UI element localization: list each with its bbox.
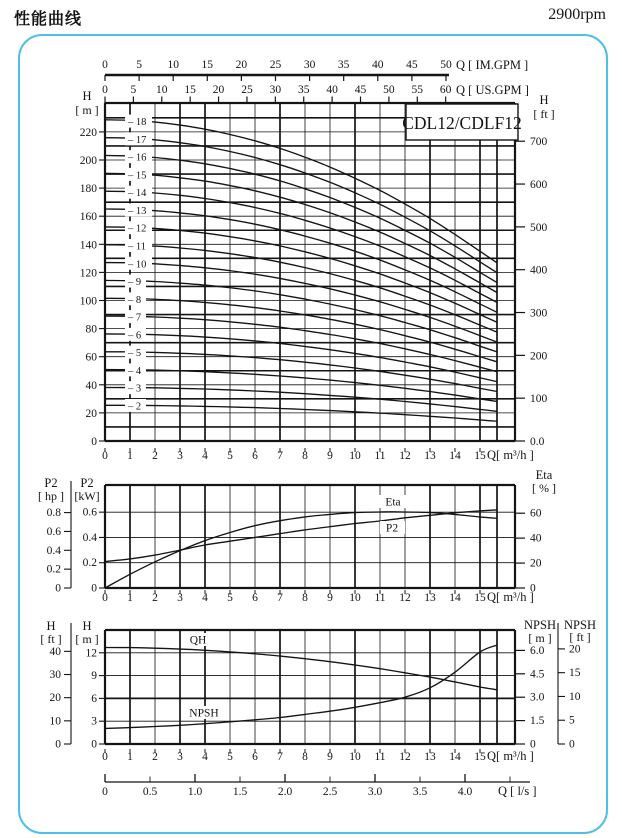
imgpm-tick-label: 30 — [303, 59, 316, 71]
axis-name: H — [82, 89, 92, 103]
h-ft-tick-label: 100 — [530, 393, 548, 406]
p2-hp-axis-header — [38, 476, 64, 503]
x-axis-unit-label: Q[ m³/h ] — [487, 590, 534, 604]
p2-kw-tick-label: 0 — [91, 582, 97, 595]
head-curve-5-stages — [105, 352, 497, 392]
curve-labels — [379, 495, 408, 535]
p2-kw-axis — [83, 507, 105, 595]
h-m-axis-header — [75, 89, 98, 117]
npsh-m-tick-label: 3.0 — [530, 691, 545, 704]
main-chart — [75, 0, 554, 462]
eta-curve-label: Eta — [385, 496, 401, 509]
usgpm-tick-label: 55 — [411, 84, 424, 96]
axis-unit: [ ft ] — [40, 632, 62, 646]
imgpm-tick-label: 15 — [201, 59, 214, 71]
imgpm-tick-label: 50 — [440, 59, 452, 71]
x-tick-label: 9 — [327, 592, 333, 604]
h-m-tick-label: 0 — [91, 738, 97, 751]
h-ft-tick-label: 30 — [49, 669, 61, 682]
h-ft-tick-label: 0.0 — [530, 436, 545, 448]
x-tick-label: 2 — [152, 450, 158, 462]
chart-frame — [105, 485, 515, 588]
x-tick-label: 12 — [399, 592, 411, 604]
axis-name: NPSH — [564, 618, 596, 632]
usgpm-tick-label: 60 — [439, 84, 452, 96]
h-ft-tick-label: 700 — [530, 136, 548, 149]
stage-label-8: – 8 — [128, 294, 142, 306]
p2-hp-tick-label: 0.6 — [46, 525, 61, 538]
ls-tick-label: 2.0 — [277, 786, 293, 798]
npsh-m-tick-label: 6.0 — [530, 644, 545, 657]
x-axis-unit-label: Q[ m³/h ] — [487, 448, 534, 462]
x-tick-label: 14 — [449, 592, 461, 604]
rpm-label: 2900rpm — [548, 6, 606, 23]
h-m-tick-label: 180 — [79, 183, 97, 196]
usgpm-tick-label: 10 — [156, 84, 168, 96]
x-tick-label: 9 — [327, 751, 333, 763]
x-tick-label: 3 — [177, 450, 183, 462]
h-m-tick-label: 20 — [85, 407, 97, 420]
eta-axis — [515, 508, 542, 595]
h-ft-tick-label: 600 — [530, 179, 548, 192]
power-efficiency-curves — [105, 510, 497, 588]
x-tick-label: 9 — [327, 450, 333, 462]
imgpm-tick-label: 20 — [235, 59, 248, 71]
x-tick-label: 13 — [424, 450, 436, 462]
h-m-tick-label: 12 — [85, 647, 97, 660]
x-tick-label: 15 — [474, 450, 486, 462]
usgpm-tick-label: 35 — [297, 84, 310, 96]
axis-unit: [ m ] — [75, 103, 99, 117]
h-ft-tick-label: 200 — [530, 350, 548, 363]
x-tick-label: 10 — [349, 592, 361, 604]
usgpm-tick-label: 15 — [184, 84, 196, 96]
ls-axis-unit-label: Q [ l/s ] — [498, 784, 537, 798]
npsh-ft-tick-label: 10 — [569, 690, 581, 703]
p2-hp-tick-label: 0.8 — [46, 507, 61, 520]
x-tick-label: 1 — [127, 450, 133, 462]
x-tick-label: 2 — [152, 751, 158, 763]
x-tick-label: 4 — [202, 751, 208, 763]
x-tick-label: 10 — [349, 751, 361, 763]
axis-name: P2 — [44, 476, 58, 490]
x-tick-label: 15 — [474, 751, 486, 763]
horizontal-gridlines — [105, 653, 515, 721]
p2-kw-tick-label: 0.4 — [82, 531, 97, 544]
eta-tick-label: 60 — [530, 507, 542, 520]
qh-curve-label: QH — [189, 634, 207, 647]
h-m-tick-label: 80 — [85, 323, 97, 336]
h-m-tick-label: 160 — [79, 211, 97, 224]
x-tick-label: 0 — [102, 751, 108, 763]
h-m-tick-label: 120 — [79, 267, 97, 280]
stage-label-12: – 12 — [128, 223, 147, 235]
npsh-ft-tick-label: 5 — [569, 714, 575, 727]
ls-tick-label: 1.0 — [187, 786, 203, 798]
p2-kw-tick-label: 0.6 — [82, 506, 97, 519]
h-m-tick-label: 200 — [79, 155, 97, 167]
x-tick-label: 12 — [399, 751, 411, 763]
imgpm-unit-label: Q [ IM.GPM ] — [456, 58, 529, 72]
x-tick-label: 1 — [127, 751, 133, 763]
imgpm-tick-label: 10 — [167, 59, 179, 71]
axis-name: P2 — [80, 476, 94, 490]
axis-name: H — [82, 619, 92, 633]
x-tick-label: 0 — [102, 592, 108, 604]
axis-unit: [ hp ] — [38, 489, 64, 503]
h-m-tick-label: 220 — [79, 126, 97, 139]
h-ft-tick-label: 40 — [49, 645, 61, 658]
qh-npsh-curves — [105, 645, 497, 728]
x-tick-label: 6 — [252, 751, 258, 763]
usgpm-axis — [102, 83, 529, 103]
x-tick-label: 5 — [227, 450, 233, 462]
npsh-ft-axis-header — [564, 618, 596, 644]
h-m-tick-label: 3 — [91, 715, 97, 728]
vertical-gridlines — [130, 485, 497, 588]
h-ft-tick-label: 300 — [530, 307, 548, 320]
h-m-tick-label: 100 — [79, 295, 97, 308]
x-tick-label: 1 — [127, 592, 133, 604]
stage-label-15: – 15 — [128, 170, 147, 182]
h-m-tick-label: 6 — [91, 692, 97, 705]
h-ft-tick-label: 10 — [49, 715, 61, 728]
eta-tick-label: 40 — [530, 532, 542, 545]
stage-label-7: – 7 — [128, 312, 142, 324]
stage-label-2: – 2 — [128, 401, 142, 413]
stage-label-5: – 5 — [128, 348, 142, 360]
usgpm-tick-label: 25 — [241, 84, 253, 96]
h-m-axis — [86, 647, 106, 750]
axis-unit: [kW] — [74, 489, 100, 503]
head-curve-13-stages — [105, 209, 497, 312]
imgpm-tick-label: 0 — [102, 59, 108, 71]
eta-tick-label: 20 — [530, 557, 542, 570]
ls-tick-label: 1.5 — [232, 786, 248, 798]
usgpm-tick-label: 20 — [212, 84, 225, 96]
x-tick-label: 8 — [302, 751, 308, 763]
axis-name: Eta — [535, 468, 553, 482]
npsh-m-tick-label: 1.5 — [530, 715, 545, 728]
ls-tick-label: 0.5 — [142, 786, 158, 798]
p2-hp-tick-label: 0 — [55, 582, 61, 595]
usgpm-tick-label: 40 — [326, 84, 338, 96]
imgpm-tick-label: 25 — [269, 59, 282, 71]
p2-kw-axis-header — [74, 476, 99, 503]
x-tick-label: 5 — [227, 751, 233, 763]
ls-tick-label: 0 — [102, 786, 108, 798]
h-ft-axis-header — [40, 619, 61, 646]
axis-unit: [ m ] — [528, 631, 552, 645]
ls-axis — [102, 774, 536, 798]
axis-name: H — [46, 619, 56, 633]
h-ft-tick-label: 400 — [530, 264, 548, 277]
imgpm-tick-label: 35 — [337, 59, 350, 71]
x-tick-label: 13 — [424, 751, 436, 763]
p2-kw-tick-label: 0.2 — [82, 557, 97, 570]
x-tick-label: 14 — [449, 450, 461, 462]
npsh-m-axis-header — [524, 618, 556, 645]
x-tick-label: 7 — [277, 592, 283, 604]
ls-tick-label: 4.0 — [457, 786, 473, 798]
x-tick-label: 11 — [374, 592, 386, 604]
x-tick-label: 4 — [202, 450, 208, 462]
npsh-m-tick-label: 0 — [530, 738, 536, 751]
x-tick-label: 5 — [227, 592, 233, 604]
head-curve-9-stages — [105, 280, 497, 352]
h-m-tick-label: 9 — [91, 670, 97, 683]
axis-unit: [ m ] — [75, 632, 99, 646]
head-curves — [105, 120, 497, 421]
stage-label-11: – 11 — [128, 241, 146, 253]
x-tick-label: 14 — [449, 751, 461, 763]
x-tick-label: 3 — [177, 592, 183, 604]
x-tick-label: 7 — [277, 751, 283, 763]
usgpm-tick-label: 5 — [130, 84, 137, 96]
h-m-tick-label: 140 — [79, 239, 97, 252]
curve-labels — [183, 633, 225, 720]
ls-tick-label: 3.0 — [367, 786, 383, 798]
x-tick-label: 15 — [474, 592, 486, 604]
stage-label-13: – 13 — [128, 205, 147, 217]
p2-hp-tick-label: 0.4 — [46, 544, 61, 557]
npsh-m-tick-label: 4.5 — [530, 668, 545, 681]
h-ft-tick-label: 500 — [530, 221, 548, 234]
axis-name: H — [539, 93, 549, 107]
x-tick-label: 11 — [374, 450, 386, 462]
x-tick-label: 6 — [252, 450, 258, 462]
usgpm-tick-label: 0 — [102, 84, 108, 96]
usgpm-tick-label: 50 — [383, 84, 395, 96]
axis-unit: [ ft ] — [569, 630, 591, 644]
stage-label-18: – 18 — [128, 117, 147, 129]
npsh-ft-tick-label: 20 — [569, 643, 581, 656]
x-tick-label: 3 — [177, 751, 183, 763]
stage-label-9: – 9 — [128, 277, 142, 289]
model-box — [402, 104, 522, 140]
stage-label-3: – 3 — [128, 383, 142, 395]
usgpm-tick-label: 30 — [269, 84, 282, 96]
ls-tick-label: 3.5 — [412, 786, 428, 798]
h-m-tick-label: 40 — [85, 379, 97, 392]
x-tick-label: 2 — [152, 592, 158, 604]
x-tick-label: 6 — [252, 592, 258, 604]
horizontal-gridlines — [105, 118, 515, 427]
imgpm-axis — [102, 58, 528, 81]
x-tick-label: 4 — [202, 592, 208, 604]
usgpm-unit-label: Q [ US.GPM ] — [456, 83, 529, 97]
eta-axis-header — [532, 468, 556, 495]
x-axis-unit-label: Q[ m³/h ] — [487, 749, 534, 763]
npsh-ft-tick-label: 15 — [569, 667, 581, 680]
h-ft-tick-label: 0 — [55, 738, 61, 751]
x-tick-label: 10 — [349, 450, 361, 462]
page-title: 性能曲线 — [14, 11, 83, 28]
h-m-tick-label: 60 — [85, 351, 97, 364]
stage-label-10: – 10 — [128, 259, 147, 271]
x-tick-label: 11 — [374, 751, 386, 763]
chart-frame — [105, 630, 515, 744]
h-m-axis-header — [75, 619, 98, 646]
axis-unit: [ ft ] — [533, 107, 555, 121]
imgpm-tick-label: 40 — [372, 59, 384, 71]
x-tick-label: 8 — [302, 592, 308, 604]
stage-label-16: – 16 — [128, 152, 147, 164]
imgpm-tick-label: 45 — [406, 59, 418, 71]
p2-hp-tick-label: 0.2 — [46, 563, 61, 576]
head-curve-15-stages — [105, 173, 497, 292]
h-ft-axis — [515, 136, 548, 448]
h-ft-tick-label: 20 — [49, 692, 61, 705]
npsh-m-axis — [515, 645, 545, 751]
x-tick-label: 8 — [302, 450, 308, 462]
horizontal-gridlines — [105, 512, 515, 563]
stage-labels — [125, 115, 152, 413]
eta-curve — [105, 512, 497, 588]
eta-tick-label: 0 — [530, 582, 536, 595]
h-ft-axis-header — [533, 93, 554, 121]
x-tick-label: 7 — [277, 450, 283, 462]
stage-label-4: – 4 — [128, 365, 142, 377]
h-m-axis — [80, 127, 105, 448]
stage-label-14: – 14 — [128, 188, 147, 200]
x-tick-label: 12 — [399, 450, 411, 462]
npsh-curve-label: NPSH — [189, 707, 219, 720]
model-label: CDL12/CDLF12 — [402, 113, 522, 133]
npsh-ft-tick-label: 0 — [569, 738, 575, 751]
axis-unit: [ % ] — [532, 481, 556, 495]
ls-tick-label: 2.5 — [322, 786, 338, 798]
vertical-gridlines — [130, 630, 497, 744]
x-tick-label: 13 — [424, 592, 436, 604]
stage-label-6: – 6 — [128, 330, 142, 342]
head-curve-4-stages — [105, 370, 497, 402]
h-m-tick-label: 0 — [91, 436, 97, 448]
x-tick-label: 0 — [102, 450, 108, 462]
axis-name: NPSH — [524, 618, 556, 632]
usgpm-tick-label: 45 — [354, 84, 367, 96]
p2-curve-label: P2 — [385, 522, 399, 535]
imgpm-tick-label: 5 — [136, 59, 142, 71]
head-curve-6-stages — [105, 334, 497, 382]
stage-label-17: – 17 — [128, 134, 147, 146]
